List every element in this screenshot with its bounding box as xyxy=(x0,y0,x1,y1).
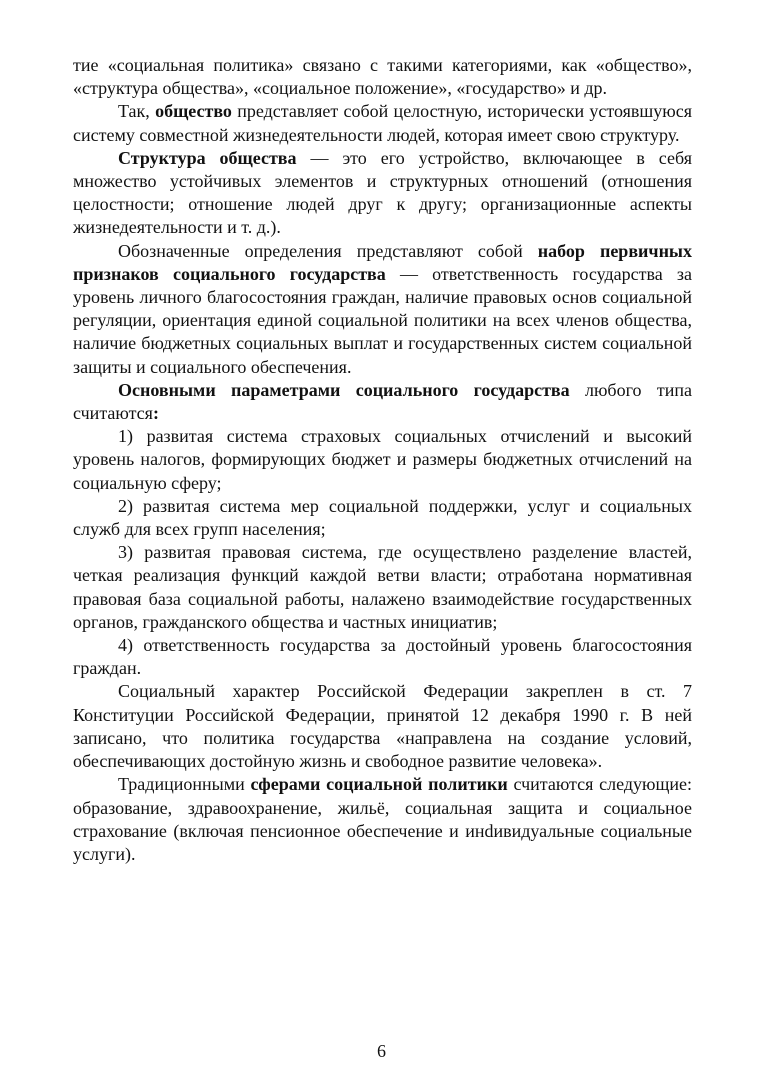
list-item-3 xyxy=(73,541,692,634)
list-item-text: 3) развитая правовая система, где осуществлено разделение властей, четкая реализация функций каждой ветви власти; отработана нормативная правовая база социальной работы, налажено взаимодействие государственных органов, гражданского общества и частных инициатив; xyxy=(73,542,692,632)
list-item-text: 4) ответственность государства за достойный уровень благосостояния граждан. xyxy=(73,635,692,679)
bold-term: Структура общества xyxy=(118,147,297,168)
paragraph-text: Так, xyxy=(118,101,156,122)
body-text xyxy=(73,54,692,866)
paragraph-text: считаются следующие: образование, здравоохранение, жильё, социальная защита и социальное страхование (включая пенсионное обеспечение и инdивидуальные социальные услуги). xyxy=(73,774,692,864)
bold-term: Основными параметрами социального государства xyxy=(118,379,570,400)
paragraph-text: любого типа считаются xyxy=(73,379,692,424)
paragraph-primary-features xyxy=(73,240,692,379)
bold-colon: : xyxy=(152,403,159,424)
paragraph-text: — ответственность государства за уровень личного благосостояния граждан, наличие правовых основ социальной регуляции, ориентация единой социальной политики на всех членов общества, наличие бюджетных социальных выплат и государственных систем социальной защиты и социального обеспечения. xyxy=(73,263,692,377)
bold-term: общество xyxy=(155,101,232,122)
paragraph-text: Обозначенные определения представляют собой xyxy=(118,240,538,261)
paragraph-text: Социальный характер Российской Федерации закреплен в ст. 7 Конституции Российской Федерации, принятой 12 декабря 1990 г. В ней записано, что политика государства «направлена на создание условий, обеспечивающих достойную жизнь и свободное развитие человека». xyxy=(73,681,692,772)
page-number: 6 xyxy=(377,1041,386,1061)
paragraph-constitution xyxy=(73,680,692,773)
paragraph-text: — это его устройство, включающее в себя множество устойчивых элементов и структурных отношений (отношения целостности; отношение людей друг к другу; организационные аспекты жизнедеятельности и т. д.). xyxy=(73,147,692,238)
paragraph-text: представляет собой целостную, исторически устоявшуюся систему совместной жизнедеятельности людей, которая имеет свою структуру. xyxy=(73,101,692,145)
list-item-text: 1) развитая система страховых социальных отчислений и высокий уровень налогов, формирующих бюджет и размеры бюджетных отчислений на социальную сферу; xyxy=(73,426,692,493)
list-item-2 xyxy=(73,495,692,541)
paragraph-text: Традиционными xyxy=(118,774,251,795)
list-item-text: 2) развитая система мер социальной поддержки, услуг и социальных служб для всех групп населения; xyxy=(73,495,692,540)
paragraph-main-parameters xyxy=(73,379,692,425)
bold-term: сферами социальной политики xyxy=(250,774,508,795)
paragraph-society-structure xyxy=(73,147,692,240)
paragraph-policy-spheres xyxy=(73,773,692,866)
bold-term: набор первичных признаков социального государства xyxy=(73,240,692,284)
list-item-1 xyxy=(73,425,692,495)
list-item-4 xyxy=(73,634,692,680)
paragraph-text: тие «социальная политика» связано с такими категориями, как «общество», «структура общества», «социальное положение», «государство» и др. xyxy=(73,55,692,99)
paragraph-society-definition xyxy=(73,100,692,146)
paragraph-continuation xyxy=(73,54,692,100)
